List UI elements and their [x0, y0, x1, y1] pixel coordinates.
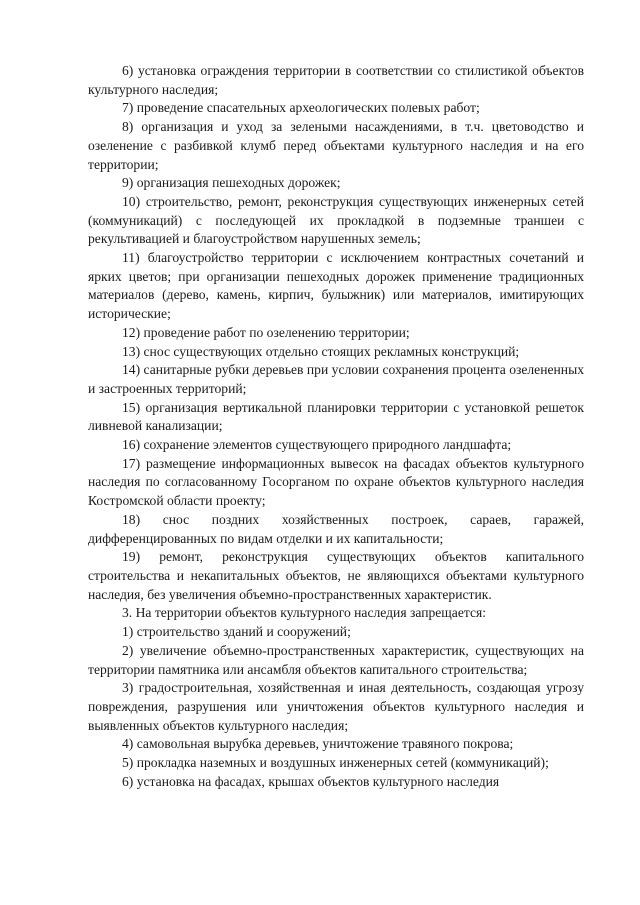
prohibited-item-3: 3) градостроительная, хозяйственная и иная деятельность, создающая угрозу повреждения, разрушения или уничтожения объектов культурного наследия и выявленных объектов культурного наследия; [88, 680, 584, 733]
paragraph-item-19: 19) ремонт, реконструкция существующих объектов капитального строительства и некапитальных объектов, не являющихся объектами культурного наследия, без увеличения объемно-пространственных характеристик. [88, 549, 584, 602]
prohibited-item-6: 6) установка на фасадах, крышах объектов культурного наследия [122, 773, 500, 789]
paragraph-item-11: 11) благоустройство территории с исключением контрастных сочетаний и ярких цветов; при организации пешеходных дорожек применение традиционных материалов (дерево, камень, кирпич, булыжник) или материалов, имитирующих исторические; [88, 250, 584, 322]
paragraph-item-8: 8) организация и уход за зелеными насаждениями, в т.ч. цветоводство и озеленение с разбивкой клумб перед объектами культурного наследия и на его территории; [88, 119, 584, 172]
paragraph-item-13: 13) снос существующих отдельно стоящих рекламных конструкций; [122, 343, 520, 359]
prohibited-item-2: 2) увеличение объемно-пространственных характеристик, существующих на территории памятника или ансамбля объектов капитального строительства; [88, 642, 584, 677]
paragraph-item-16: 16) сохранение элементов существующего природного ландшафта; [122, 437, 512, 453]
paragraph-item-7: 7) проведение спасательных археологических полевых работ; [122, 100, 480, 116]
paragraph-item-9: 9) организация пешеходных дорожек; [122, 175, 341, 191]
paragraph-item-15: 15) организация вертикальной планировки территории с установкой решеток ливневой канализации; [88, 399, 584, 434]
prohibited-item-4: 4) самовольная вырубка деревьев, уничтожение травяного покрова; [122, 736, 514, 752]
paragraph-item-10: 10) строительство, ремонт, реконструкция существующих инженерных сетей (коммуникаций) с последующей их прокладкой в подземные траншеи с рекультивацией и благоустройством нарушенных земель; [88, 193, 584, 247]
paragraph-item-12: 12) проведение работ по озеленению территории; [122, 324, 410, 340]
paragraph-item-14: 14) санитарные рубки деревьев при условии сохранения процента озелененных и застроенных территорий; [88, 362, 584, 396]
paragraph-item-6: 6) установка ограждения территории в соответствии со стилистикой объектов культурного наследия; [88, 63, 584, 97]
prohibited-item-1: 1) строительство зданий и сооружений; [122, 624, 351, 640]
paragraph-item-17: 17) размещение информационных вывесок на фасадах объектов культурного наследия по согласованному Госорганом по охране объектов культурного наследия Костромской области проекту; [88, 455, 584, 509]
section-heading-3: 3. На территории объектов культурного наследия запрещается: [122, 605, 487, 621]
paragraph-item-18: 18) снос поздних хозяйственных построек, сараев, гаражей, дифференцированных по видам отделки и их капитальности; [88, 511, 584, 546]
prohibited-item-5: 5) прокладка наземных и воздушных инженерных сетей (коммуникаций); [122, 755, 549, 771]
